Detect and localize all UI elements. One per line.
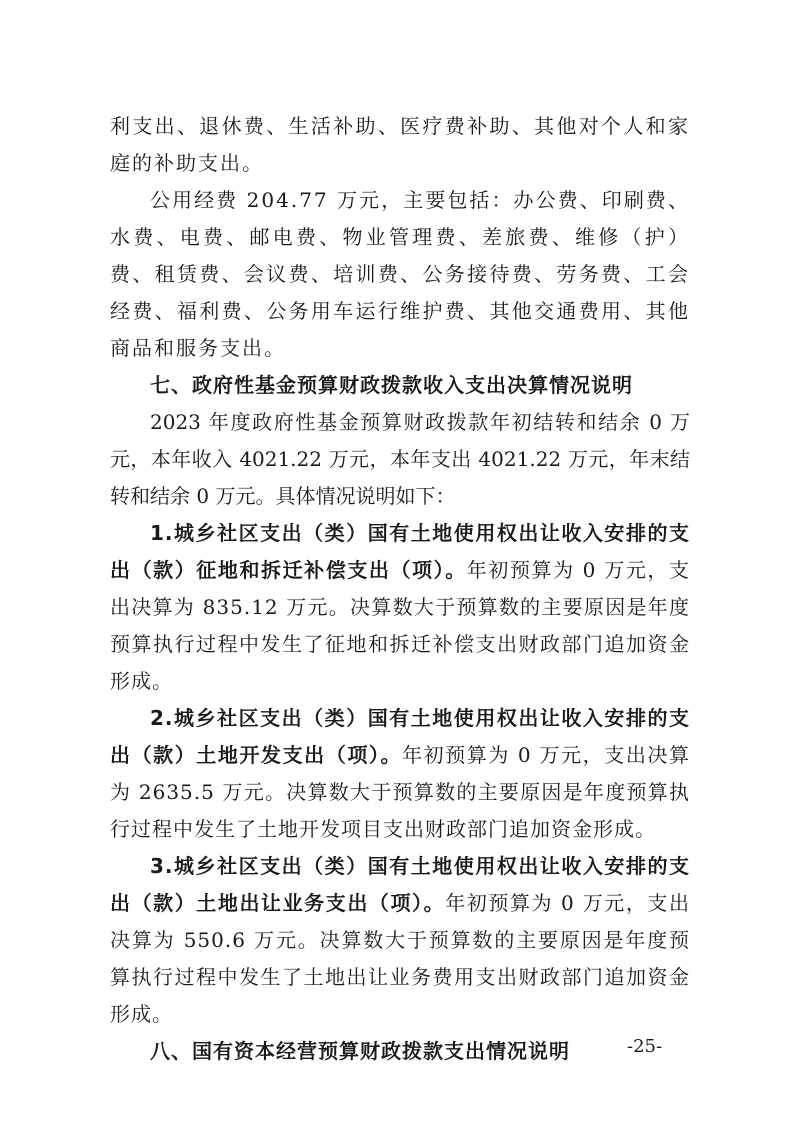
page-number: -25- — [627, 1036, 663, 1057]
section-7-item-1 — [110, 515, 690, 700]
paragraph-public-expenses: 公用经费 204.77 万元，主要包括：办公费、印刷费、水费、电费、邮电费、物业管理费、差旅费、维修（护）费、租赁费、会议费、培训费、公务接待费、劳务费、工会经费、福利费、公务用车运行维护费、其他交通费用、其他商品和服务支出。 — [110, 188, 690, 360]
section-7-intro: 2023 年度政府性基金预算财政拨款年初结转和结余 0 万元，本年收入 4021.22 万元，本年支出 4021.22 万元，年末结转和结余 0 万元。具体情况说明如下： — [110, 410, 690, 508]
paragraph-personal-expenses: 利支出、退休费、生活补助、医疗费补助、其他对个人和家庭的补助支出。 — [110, 114, 690, 175]
section-7-heading: 七、政府性基金预算财政拨款收入支出决算情况说明 — [150, 373, 633, 397]
item-3-heading: 3.城乡社区支出（类）国有土地使用权出让收入安排的支出（款）土地出让业务支出（项）。 — [110, 854, 690, 915]
section-7-item-3 — [110, 848, 690, 1033]
section-8-heading: 八、国有资本经营预算财政拨款支出情况说明 — [150, 1039, 570, 1063]
item-3-body: 年初预算为 0 万元，支出决算为 550.6 万元。决算数大于预算数的主要原因是年度预算执行过程中发生了土地出让业务费用支出财政部门追加资金形成。 — [110, 891, 690, 1026]
item-2-body: 年初预算为 0 万元，支出决算为 2635.5 万元。决算数大于预算数的主要原因是年度预算执行过程中发生了土地开发项目支出财政部门追加资金形成。 — [110, 743, 690, 841]
section-7-item-2 — [110, 700, 690, 848]
item-1-body: 年初预算为 0 万元，支出决算为 835.12 万元。决算数大于预算数的主要原因是年度预算执行过程中发生了征地和拆迁补偿支出财政部门追加资金形成。 — [110, 558, 690, 693]
document-page — [110, 108, 690, 1070]
item-1-heading: 1.城乡社区支出（类）国有土地使用权出让收入安排的支出（款）征地和拆迁补偿支出（项）。 — [110, 521, 690, 582]
item-2-heading: 2.城乡社区支出（类）国有土地使用权出让收入安排的支出（款）土地开发支出（项）。 — [110, 706, 690, 767]
